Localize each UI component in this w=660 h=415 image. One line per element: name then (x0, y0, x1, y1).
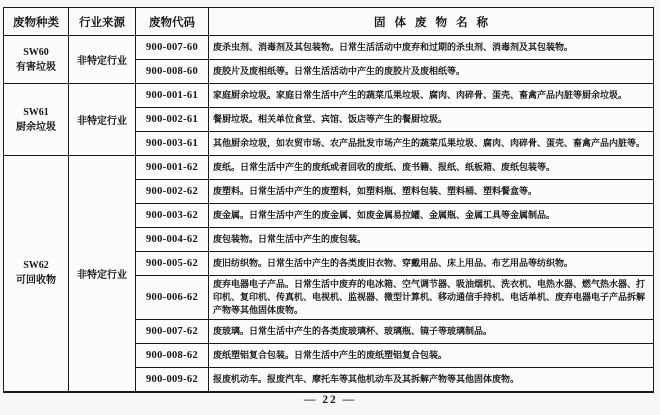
name-cell: 废包装物。日常生活中产生的废包装。 (209, 228, 654, 252)
category-name: 可回收物 (16, 275, 56, 287)
table-row (4, 36, 654, 60)
name-cell: 家庭厨余垃圾。家庭日常生活中产生的蔬菜瓜果垃圾、腐肉、肉碎骨、蛋壳、畜禽产品内脏等厨余垃圾。 (209, 84, 654, 108)
name-cell: 废弃电器电子产品。日常生活中废弃的电冰箱、空气调节器、吸油烟机、洗衣机、电热水器、燃气热水器、打印机、复印机、传真机、电视机、监视器、微型计算机、移动通信手持机、电话单机、废弃电器电子产品拆解产物等其他固体废物。 (209, 276, 654, 320)
code-cell: 900-005-62 (136, 252, 209, 276)
name-cell: 废纸。日常生活中产生的废纸或者回收的废纸、废书籍、报纸、纸板箱、废纸包装等。 (209, 156, 654, 180)
code-cell: 900-008-60 (136, 60, 209, 84)
category-code: SW62 (23, 260, 49, 272)
column-header-waste-code: 废物代码 (136, 8, 209, 36)
category-name: 厨余垃圾 (16, 121, 56, 133)
name-cell: 其他厨余垃圾，如农贸市场、农产品批发市场产生的蔬菜瓜果垃圾、腐肉、肉碎骨、蛋壳、畜禽产品内脏等。 (209, 132, 654, 156)
column-header-industry-source: 行业来源 (69, 8, 136, 36)
code-cell: 900-009-62 (136, 368, 209, 392)
waste-classification-table (3, 7, 654, 393)
industry-cell: 非特定行业 (69, 36, 136, 84)
code-cell: 900-001-61 (136, 84, 209, 108)
industry-cell: 非特定行业 (69, 156, 136, 392)
name-cell: 废纸塑铝复合包装。日常生活中产生的废纸塑铝复合包装。 (209, 344, 654, 368)
table-row (4, 84, 654, 108)
code-cell: 900-001-62 (136, 156, 209, 180)
name-cell: 废旧纺织物。日常生活中产生的各类废旧衣物、穿戴用品、床上用品、布艺用品等纺织物。 (209, 252, 654, 276)
header-row (4, 8, 654, 36)
category-code: SW60 (23, 46, 49, 58)
category-cell-sw60 (4, 36, 69, 84)
category-cell-sw62 (4, 156, 69, 392)
category-code: SW61 (23, 106, 49, 118)
category-name: 有害垃圾 (16, 61, 56, 73)
code-cell: 900-004-62 (136, 228, 209, 252)
name-cell: 报废机动车。报废汽车、摩托车等其他机动车及其拆解产物等其他固体废物。 (209, 368, 654, 392)
page-number: — 22 — (303, 394, 357, 406)
code-cell: 900-007-60 (136, 36, 209, 60)
code-cell: 900-008-62 (136, 344, 209, 368)
code-cell: 900-006-62 (136, 276, 209, 320)
column-header-waste-category: 废物种类 (4, 8, 69, 36)
code-cell: 900-002-62 (136, 180, 209, 204)
name-cell: 餐厨垃圾。相关单位食堂、宾馆、饭店等产生的餐厨垃圾。 (209, 108, 654, 132)
code-cell: 900-003-62 (136, 204, 209, 228)
industry-cell: 非特定行业 (69, 84, 136, 156)
table-row (4, 156, 654, 180)
name-cell: 废金属。日常生活中产生的废金属、如废金属易拉罐、金属瓶、金属工具等金属制品。 (209, 204, 654, 228)
name-cell: 废杀虫剂、消毒剂及其包装物。日常生活活动中废弃和过期的杀虫剂、消毒剂及其包装物。 (209, 36, 654, 60)
code-cell: 900-003-61 (136, 132, 209, 156)
name-cell: 废塑料。日常生活中产生的废塑料，如塑料瓶、塑料包装、塑料桶、塑料餐盒等。 (209, 180, 654, 204)
code-cell: 900-002-61 (136, 108, 209, 132)
name-cell: 废胶片及废相纸等。日常生活活动中产生的废胶片及废相纸等。 (209, 60, 654, 84)
category-cell-sw61 (4, 84, 69, 156)
column-header-solid-waste-name: 固体废物名称 (209, 8, 654, 36)
name-cell: 废玻璃。日常生活中产生的各类废玻璃杯、玻璃瓶、镜子等玻璃制品。 (209, 320, 654, 344)
code-cell: 900-007-62 (136, 320, 209, 344)
